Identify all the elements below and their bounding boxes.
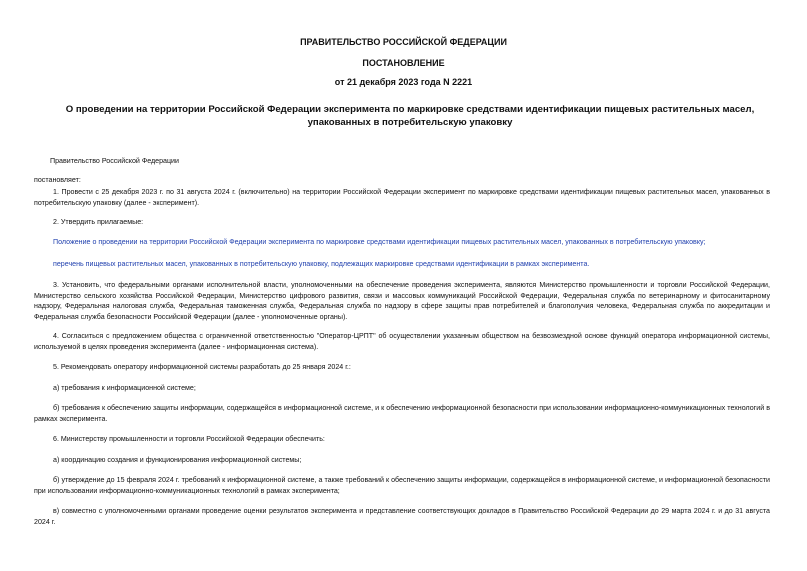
paragraph-5a: а) требования к информационной системе; [53, 384, 196, 392]
paragraph-1: 1. Провести с 25 декабря 2023 г. по 31 августа 2024 г. (включительно) на территории Российской Федерации эксперимент по маркировке средствами идентификации пищевых растительных масел, упакованных в потребительскую упаковку (далее - эксперимент). [34, 188, 770, 207]
government-heading: ПРАВИТЕЛЬСТВО РОССИЙСКОЙ ФЕДЕРАЦИИ [300, 37, 507, 47]
paragraph-3: 3. Установить, что федеральными органами исполнительной власти, уполномоченными на обеспечение проведения эксперимента, являются Министерство промышленности и торговли Российской Федерации, Министерство сельского хозяйства Российской Федерации, Министерство цифрового развития, связи и массовых коммуникаций Российской Федерации, Федеральная служба по ветеринарному и фитосанитарному надзору, Федеральная налоговая служба, Федеральная таможенная служба, Федеральная служба по надзору в сфере защиты прав потребителей и благополучия человека, Федеральная служба по аккредитации и Федеральная служба безопасности Российской Федерации (далее - уполномоченные органы). [34, 281, 770, 321]
date-number-heading: от 21 декабря 2023 года N 2221 [334, 77, 473, 87]
paragraph-2: 2. Утвердить прилагаемые: [53, 218, 144, 226]
decides-line: постановляет: [34, 176, 81, 184]
link-list[interactable]: перечень пищевых растительных масел, упакованных в потребительскую упаковку, подлежащих маркировке средствами идентификации в рамках эксперимента. [53, 260, 590, 268]
paragraph-4: 4. Согласиться с предложением общества с ограниченной ответственностью "Оператор-ЦРПТ" об осуществлении указанным обществом на безвозмездной основе функций оператора информационной системы, используемой в целях проведения эксперимента (далее - информационная система). [34, 332, 770, 351]
paragraph-6: 6. Министерству промышленности и торговли Российской Федерации обеспечить: [53, 435, 325, 443]
government-line: Правительство Российской Федерации [50, 157, 179, 165]
paragraph-5: 5. Рекомендовать оператору информационной системы разработать до 25 января 2024 г.: [53, 363, 351, 371]
paragraph-6c: в) совместно с уполномоченными органами проведение оценки результатов эксперимента и представление соответствующих докладов в Правительство Российской Федерации до 29 марта 2024 г. и до 31 августа 2024 г. [34, 507, 770, 526]
link-regulation[interactable]: Положение о проведении на территории Российской Федерации эксперимента по маркировке средствами идентификации пищевых растительных масел, упакованных в потребительскую упаковку; [53, 238, 706, 246]
paragraph-6b: б) утверждение до 15 февраля 2024 г. требований к информационной системе, а также требований к обеспечению защиты информации, содержащейся в информационной системе, и информационной безопасности при использовании информационно-коммуникационных технологий в рамках эксперимента; [34, 476, 770, 495]
document-title: О проведении на территории Российской Федерации эксперимента по маркировке средствами идентификации пищевых растительных масел, упакованных в потребительскую упаковку [65, 104, 755, 128]
paragraph-6a: а) координацию создания и функционирования информационной системы; [53, 456, 302, 464]
doc-type-heading: ПОСТАНОВЛЕНИЕ [362, 58, 445, 68]
paragraph-5b: б) требования к обеспечению защиты информации, содержащейся в информационной системе, и к обеспечению информационной безопасности при использовании информационно-коммуникационных технологий в рамках эксперимента. [34, 404, 770, 423]
